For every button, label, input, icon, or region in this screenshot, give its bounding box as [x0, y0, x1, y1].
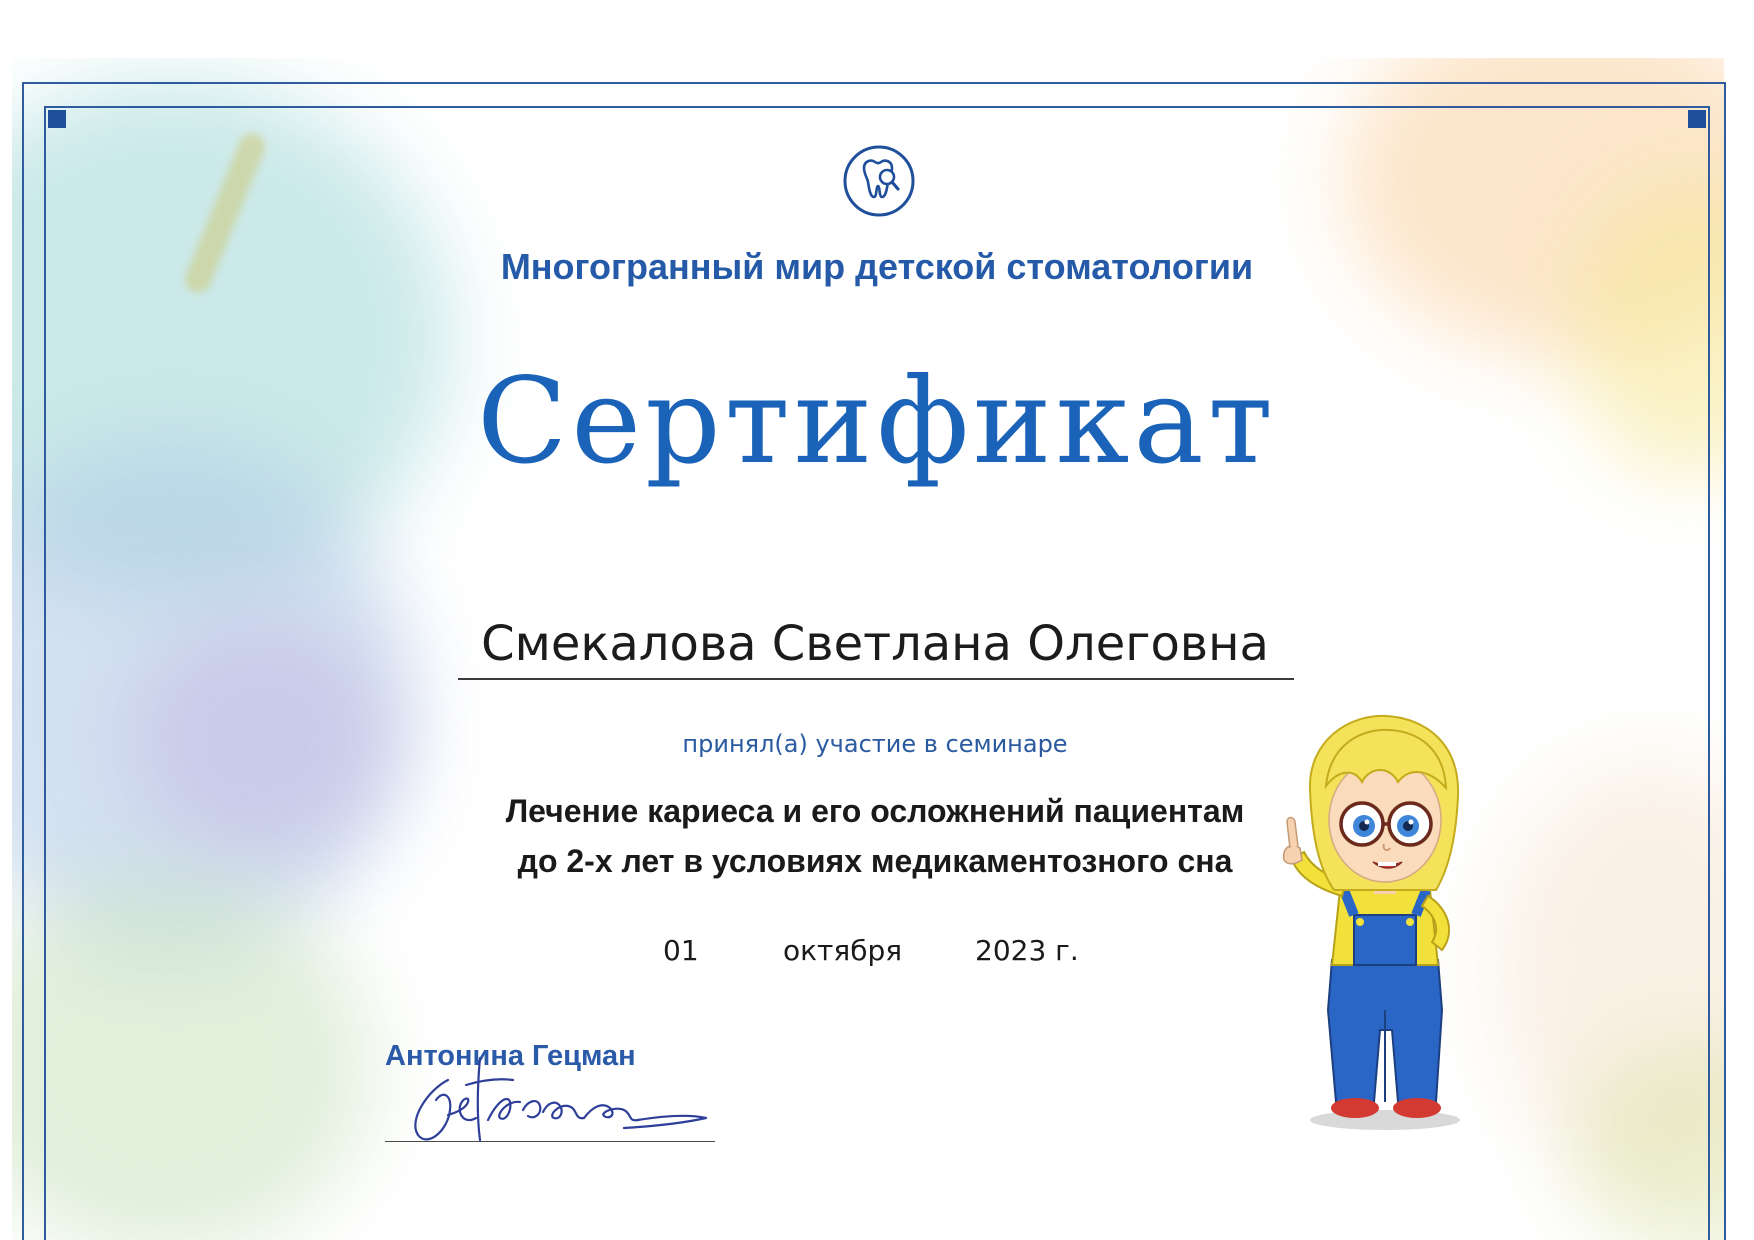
seminar-title-line-2: до 2-х лет в условиях медикаментозного сна	[517, 843, 1233, 879]
cartoon-girl-illustration	[1270, 710, 1500, 1140]
date-month: октября	[783, 934, 903, 967]
seminar-title	[405, 786, 1345, 886]
seminar-title-line-1: Лечение кариеса и его осложнений пациентам	[505, 793, 1245, 829]
corner-mark-top-left	[48, 110, 66, 128]
corner-mark-top-right	[1688, 110, 1706, 128]
signer-name: Антонина Гецман	[385, 1040, 636, 1072]
recipient-underline	[458, 678, 1294, 680]
organization-title: Многогранный мир детской стоматологии	[500, 246, 1254, 287]
date-day: 01	[663, 934, 699, 967]
tooth-magnifier-icon	[842, 144, 916, 218]
date-year: 2023 г.	[975, 934, 1079, 967]
participation-text: принял(а) участие в семинаре	[682, 730, 1068, 758]
handwritten-signature	[388, 1040, 808, 1160]
certificate-title: Сертификат	[477, 352, 1277, 490]
recipient-name: Смекалова Светлана Олеговна	[481, 616, 1269, 672]
